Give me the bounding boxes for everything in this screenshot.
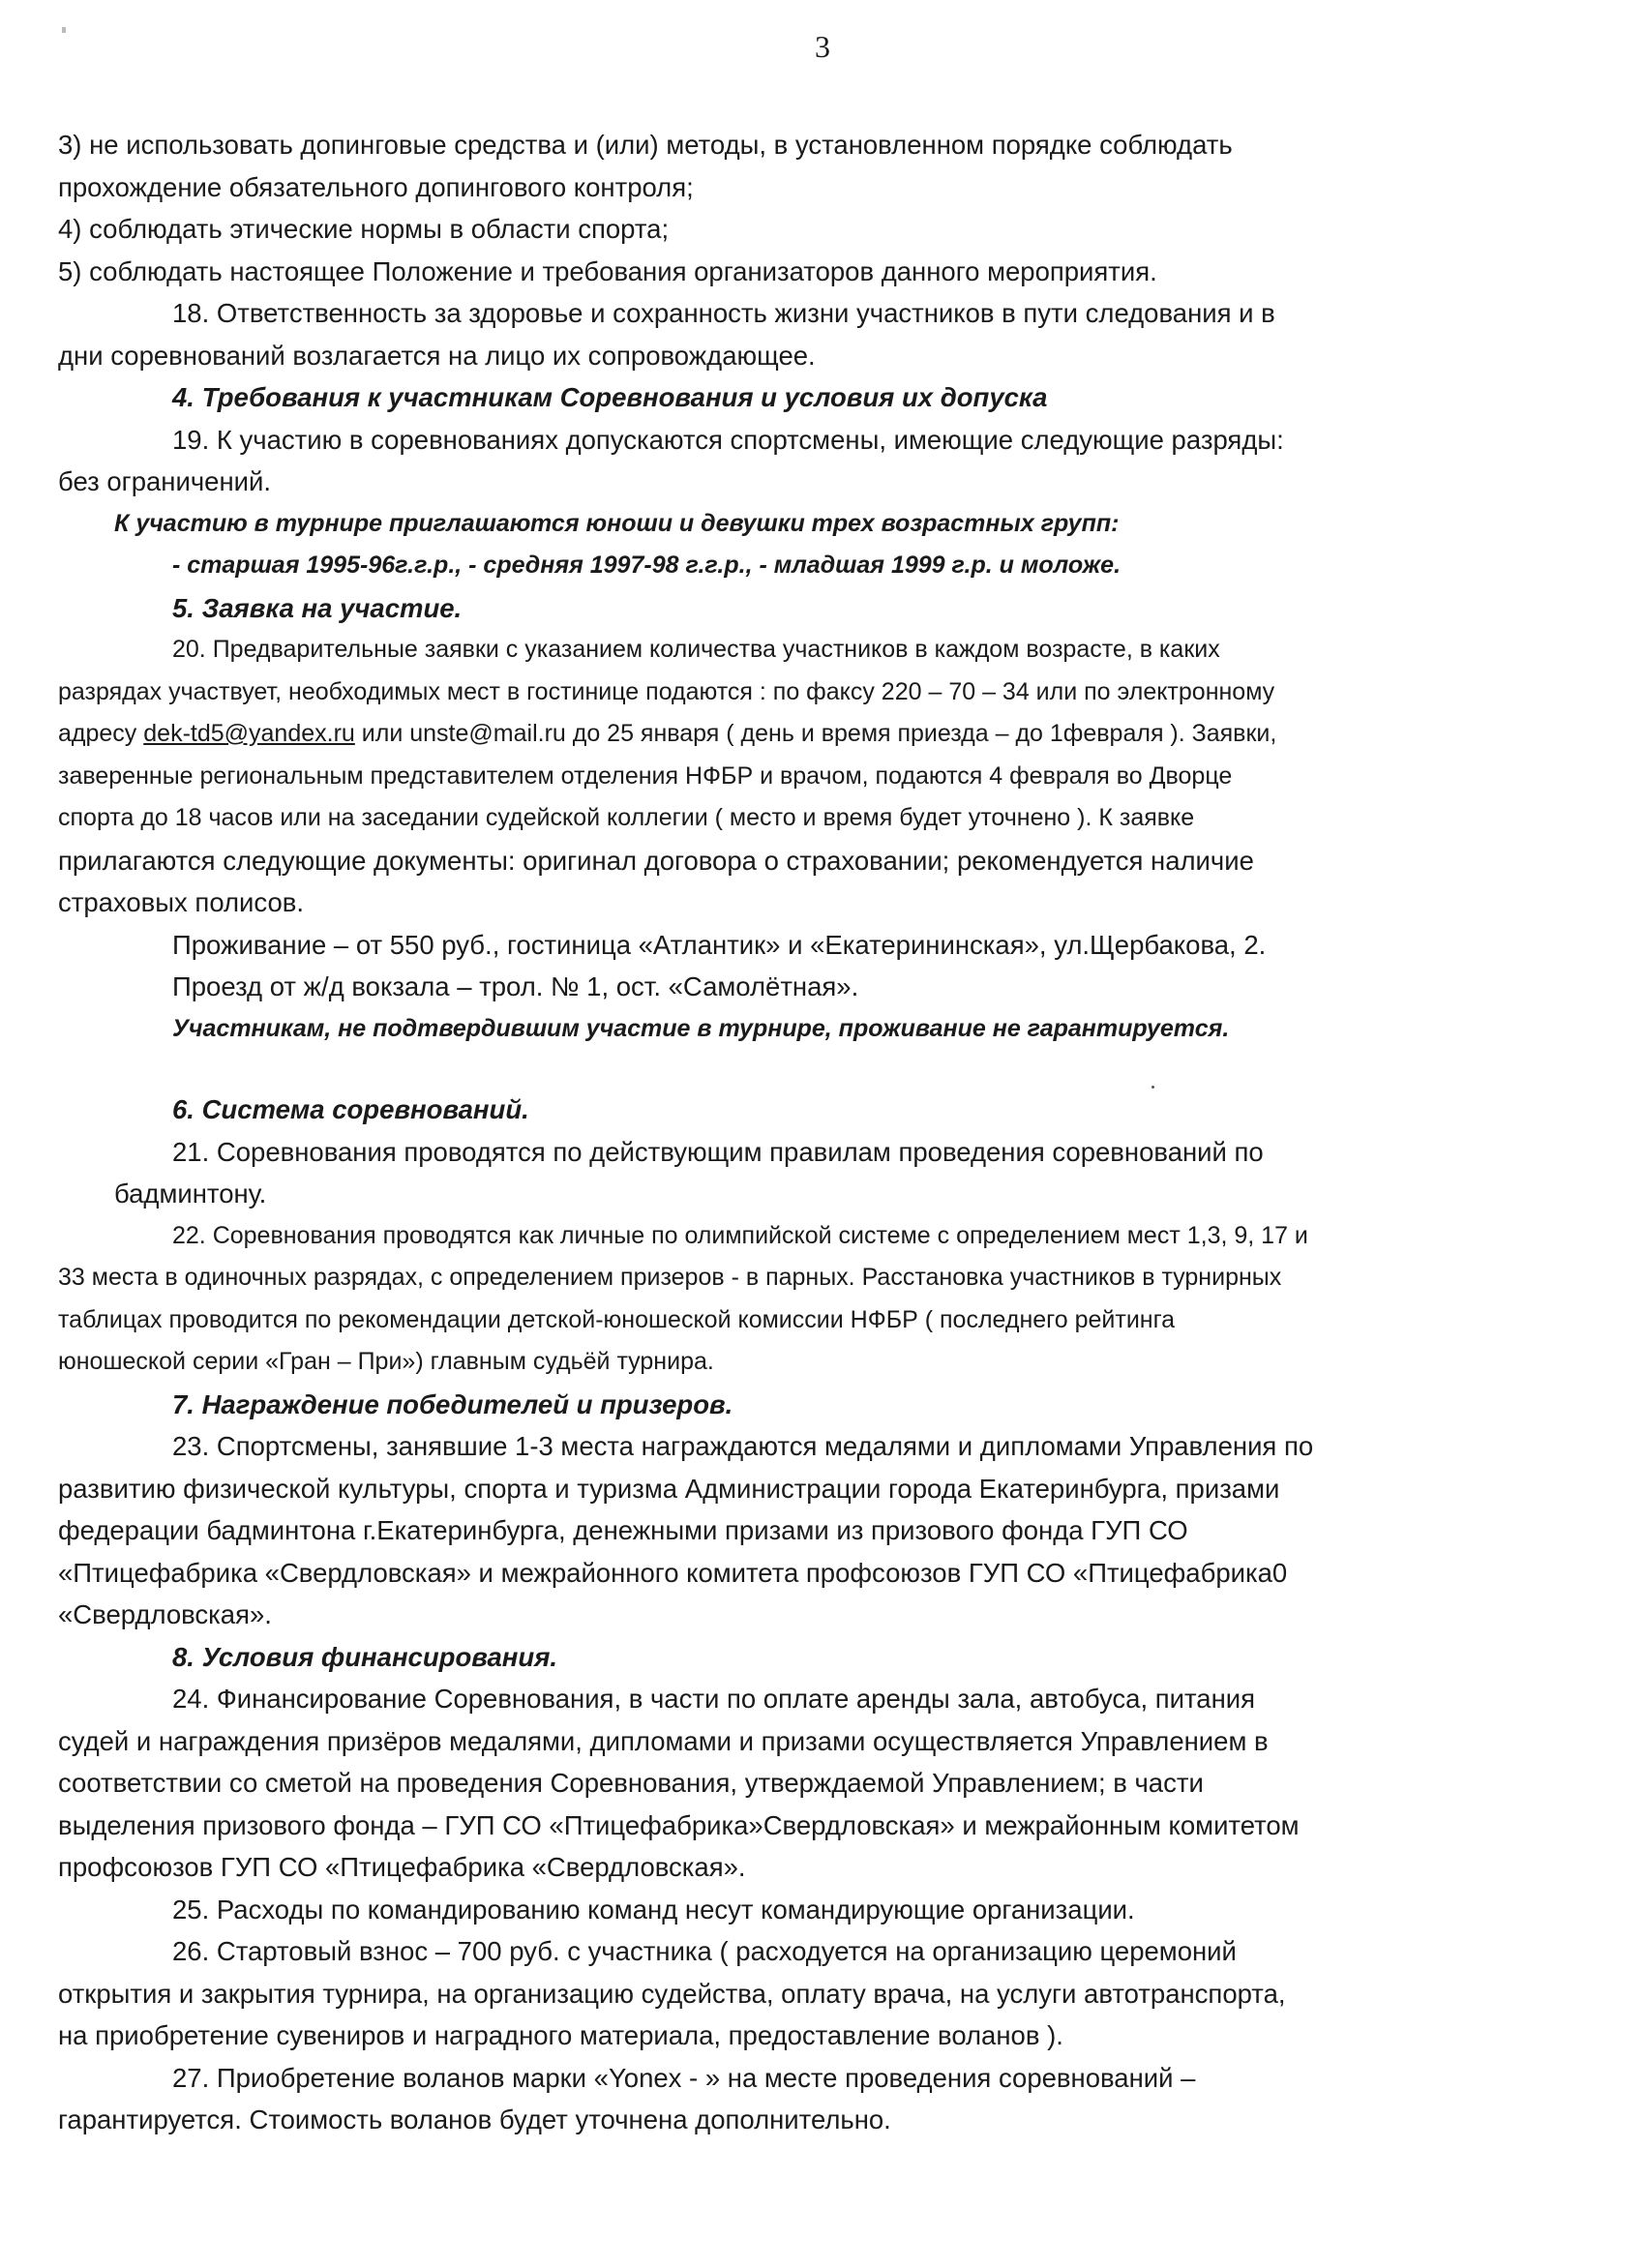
text-line: заверенные региональным представителем отделения НФБР и врачом, подаются 4 февраля во Дворце <box>58 761 1233 790</box>
clause-23: 23. Спортсмены, занявшие 1-3 места награждаются медалями и дипломами Управления по <box>172 1431 1314 1461</box>
text-line: 5) соблюдать настоящее Положение и требования организаторов данного мероприятия. <box>58 255 1157 286</box>
text-line: «Свердловская». <box>58 1599 272 1629</box>
text-line: прохождение обязательного допингового контроля; <box>58 171 694 202</box>
text-line: соответствии со сметой на проведения Соревнования, утверждаемой Управлением; в части <box>58 1768 1204 1798</box>
address-rest: или unste@mail.ru до 25 января ( день и время приезда – до 1февраля ). Заявки, <box>361 720 1277 747</box>
text-line: профсоюзов ГУП СО «Птицефабрика «Свердловская». <box>58 1852 746 1882</box>
address-label: адресу <box>58 720 137 747</box>
clause-22: 22. Соревнования проводятся как личные по олимпийской системе с определением мест 1,3, 9, 17 и <box>172 1221 1308 1249</box>
text-line: 33 места в одиночных разрядах, с определением призеров - в парных. Расстановка участников в турнирных <box>58 1264 1282 1291</box>
text-line: федерации бадминтона г.Екатеринбурга, денежными призами из призового фонда ГУП СО <box>58 1515 1188 1545</box>
clause-19: 19. К участию в соревнованиях допускаются спортсмены, имеющие следующие разряды: <box>172 424 1284 455</box>
clause-20: 20. Предварительные заявки с указанием количества участников в каждом возрасте, в каких <box>172 636 1220 663</box>
text-line: разрядах участвует, необходимых мест в гостинице подаются : по факсу 220 – 70 – 34 или по электронному <box>58 677 1275 705</box>
email-link[interactable]: dek-td5@yandex.ru <box>143 720 355 747</box>
text-line: открытия и закрытия турнира, на организацию судейства, оплату врача, на услуги автотранспорта, <box>58 1978 1286 2009</box>
page-number: 3 <box>815 29 830 64</box>
clause-24: 24. Финансирование Соревнования, в части по оплате аренды зала, автобуса, питания <box>172 1684 1256 1714</box>
document-body <box>58 124 1510 2141</box>
accommodation-line: Проживание – от 550 руб., гостиница «Атлантик» и «Екатерининская», ул.Щербакова, 2. <box>172 929 1267 960</box>
text-line: бадминтону. <box>114 1179 267 1209</box>
text-line: дни соревнований возлагается на лицо их сопровождающее. <box>58 340 816 371</box>
section-heading-7: 7. Награждение победителей и призеров. <box>172 1388 733 1419</box>
section-heading-6: 6. Система соревнований. <box>172 1094 529 1124</box>
clause-26: 26. Стартовый взнос – 700 руб. с участника ( расходуется на организацию церемоний <box>172 1936 1237 1966</box>
text-line: судей и награждения призёров медалями, дипломами и призами осуществляется Управлением в <box>58 1725 1269 1756</box>
text-line: юношеской серии «Гран – При») главным судьёй турнира. <box>58 1348 714 1375</box>
clause-21: 21. Соревнования проводятся по действующим правилам проведения соревнований по <box>172 1136 1264 1167</box>
age-groups-list: - старшая 1995-96г.г.р., - средняя 1997-98 г.г.р., - младшая 1999 г.р. и моложе. <box>172 552 1122 579</box>
text-line: спорта до 18 часов или на заседании судейской коллегии ( место и время будет уточнено ). К заявке <box>58 804 1195 831</box>
text-line: на приобретение сувениров и наградного материала, предоставление воланов ). <box>58 2020 1063 2050</box>
text-line: 3) не использовать допинговые средства и (или) методы, в установленном порядке соблюдать <box>58 130 1233 160</box>
text-line: страховых полисов. <box>58 887 305 917</box>
section-heading-5: 5. Заявка на участие. <box>172 592 463 623</box>
transport-line: Проезд от ж/д вокзала – трол. № 1, ост. «Самолётная». <box>172 971 859 1001</box>
clause-27: 27. Приобретение воланов марки «Yonex - » на месте проведения соревнований – <box>172 2062 1196 2093</box>
section-heading-8: 8. Условия финансирования. <box>172 1641 558 1672</box>
text-line: 4) соблюдать этические нормы в области спорта; <box>58 214 670 244</box>
section-heading-4: 4. Требования к участникам Соревнования и условия их допуска <box>172 382 1048 412</box>
text-line: гарантируется. Стоимость воланов будет уточнена дополнительно. <box>58 2104 891 2134</box>
text-line <box>58 713 1510 756</box>
scan-dot <box>1152 1086 1154 1089</box>
clause-18: 18. Ответственность за здоровье и сохранность жизни участников в пути следования и в <box>172 298 1275 328</box>
text-line: развитию физической культуры, спорта и туризма Администрации города Екатеринбурга, призами <box>58 1473 1280 1504</box>
text-line: «Птицефабрика «Свердловская» и межрайонного комитета профсоюзов ГУП СО «Птицефабрика0 <box>58 1557 1288 1588</box>
accommodation-notice: Участникам, не подтвердившим участие в турнире, проживание не гарантируется. <box>172 1014 1230 1042</box>
age-groups-notice: К участию в турнире приглашаются юноши и девушки трех возрастных групп: <box>114 509 1120 537</box>
text-line: без ограничений. <box>58 466 272 496</box>
text-line: выделения призового фонда – ГУП СО «Птицефабрика»Свердловская» и межрайонным комитетом <box>58 1809 1300 1840</box>
text-line: прилагаются следующие документы: оригинал договора о страховании; рекомендуется наличие <box>58 845 1254 876</box>
clause-25: 25. Расходы по командированию команд несут командирующие организации. <box>172 1894 1135 1925</box>
text-line: таблицах проводится по рекомендации детской-юношеской комиссии НФБР ( последнего рейтинга <box>58 1305 1176 1333</box>
spacer <box>58 1050 1510 1089</box>
